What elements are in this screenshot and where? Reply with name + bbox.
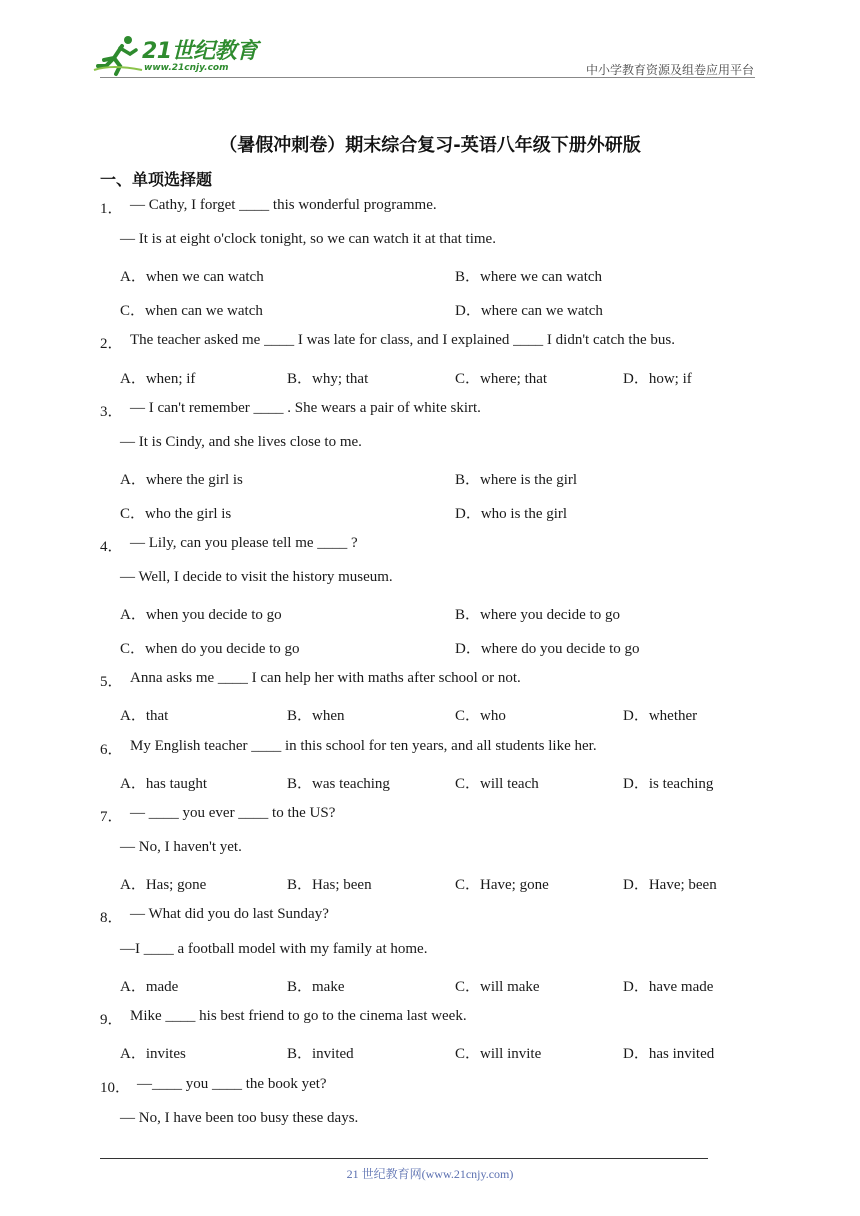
question-stem: — ____ you ever ____ to the US? — [130, 805, 336, 821]
option-a[interactable]: A．that — [120, 708, 169, 724]
question-stem: — I can't remember ____ . She wears a pair of white skirt. — [130, 400, 481, 416]
option-a[interactable]: A．invites — [120, 1046, 186, 1062]
question-dialog: — It is at eight o'clock tonight, so we can watch it at that time. — [120, 231, 496, 247]
question-dialog: —I ____ a football model with my family at home. — [120, 941, 428, 957]
option-b[interactable]: B．where we can watch — [455, 269, 603, 285]
question-dialog: — No, I have been too busy these days. — [120, 1110, 359, 1126]
option-c[interactable]: C．when do you decide to go — [120, 641, 300, 657]
option-b[interactable]: B．make — [287, 979, 345, 995]
question-number: 4． — [100, 539, 123, 555]
option-b[interactable]: B．Has; been — [287, 877, 372, 893]
question-number: 6． — [100, 742, 123, 758]
question-dialog: — Well, I decide to visit the history museum. — [120, 569, 393, 585]
question-stem: — Lily, can you please tell me ____ ? — [130, 535, 358, 551]
question-stem: Anna asks me ____ I can help her with maths after school or not. — [130, 670, 521, 686]
runner-icon — [92, 34, 144, 78]
option-d[interactable]: D．Have; been — [623, 877, 717, 893]
question-stem: — What did you do last Sunday? — [130, 906, 329, 922]
option-c[interactable]: C．who — [455, 708, 506, 724]
question-stem: My English teacher ____ in this school for ten years, and all students like her. — [130, 738, 597, 754]
section-heading: 一、单项选择题 — [100, 170, 213, 189]
option-d[interactable]: D．who is the girl — [455, 506, 568, 522]
question-dialog: — No, I haven't yet. — [120, 839, 242, 855]
option-a[interactable]: A．when you decide to go — [120, 607, 282, 623]
option-d[interactable]: D．is teaching — [623, 776, 714, 792]
option-c[interactable]: C．will teach — [455, 776, 539, 792]
footer-link[interactable]: 21 世纪教育网(www.21cnjy.com) — [346, 1167, 514, 1181]
option-c[interactable]: C．Have; gone — [455, 877, 549, 893]
question-stem: — Cathy, I forget ____ this wonderful programme. — [130, 197, 437, 213]
option-a[interactable]: A．Has; gone — [120, 877, 207, 893]
option-c[interactable]: C．when can we watch — [120, 303, 263, 319]
option-a[interactable]: A．when; if — [120, 371, 196, 387]
option-a[interactable]: A．when we can watch — [120, 269, 264, 285]
option-a[interactable]: A．has taught — [120, 776, 208, 792]
footer-divider — [100, 1158, 708, 1159]
logo-title: 21世纪教育 — [142, 39, 258, 64]
question-number: 5． — [100, 674, 123, 690]
question-number: 9． — [100, 1012, 123, 1028]
question-number: 1． — [100, 201, 123, 217]
question-number: 3． — [100, 404, 123, 420]
option-d[interactable]: D．where do you decide to go — [455, 641, 640, 657]
option-b[interactable]: B．was teaching — [287, 776, 390, 792]
option-a[interactable]: A．where the girl is — [120, 472, 243, 488]
question-number: 8． — [100, 910, 123, 926]
option-c[interactable]: C．will invite — [455, 1046, 542, 1062]
option-b[interactable]: B．why; that — [287, 371, 369, 387]
logo-url: www.21cnjy.com — [144, 63, 229, 73]
option-b[interactable]: B．where you decide to go — [455, 607, 620, 623]
question-number: 10． — [100, 1080, 131, 1096]
site-logo[interactable] — [92, 34, 262, 78]
option-c[interactable]: C．where; that — [455, 371, 548, 387]
option-b[interactable]: B．invited — [287, 1046, 354, 1062]
option-b[interactable]: B．where is the girl — [455, 472, 578, 488]
question-dialog: — It is Cindy, and she lives close to me. — [120, 434, 362, 450]
option-d[interactable]: D．have made — [623, 979, 714, 995]
question-stem: Mike ____ his best friend to go to the cinema last week. — [130, 1008, 467, 1024]
option-d[interactable]: D．where can we watch — [455, 303, 603, 319]
header-divider — [100, 77, 755, 78]
page-header — [0, 0, 860, 80]
option-d[interactable]: D．how; if — [623, 371, 692, 387]
question-stem: —____ you ____ the book yet? — [137, 1076, 327, 1092]
platform-name: 中小学教育资源及组卷应用平台 — [585, 63, 754, 77]
option-d[interactable]: D．has invited — [623, 1046, 715, 1062]
option-c[interactable]: C．who the girl is — [120, 506, 232, 522]
option-d[interactable]: D．whether — [623, 708, 698, 724]
page-title: （暑假冲刺卷）期末综合复习-英语八年级下册外研版 — [219, 135, 641, 156]
question-stem: The teacher asked me ____ I was late for class, and I explained ____ I didn't catch the bus. — [130, 332, 676, 348]
question-number: 7． — [100, 809, 123, 825]
option-b[interactable]: B．when — [287, 708, 345, 724]
question-number: 2． — [100, 336, 123, 352]
option-c[interactable]: C．will make — [455, 979, 540, 995]
option-a[interactable]: A．made — [120, 979, 179, 995]
